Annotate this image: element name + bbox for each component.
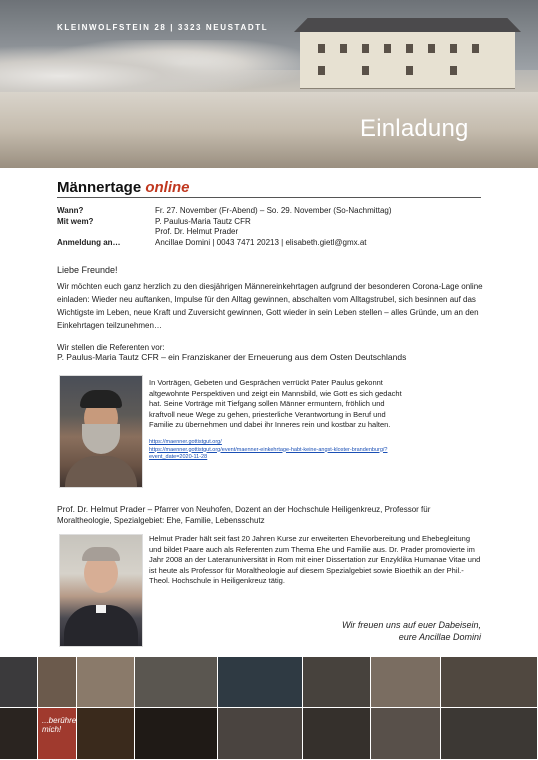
roof	[294, 18, 521, 32]
window	[406, 66, 413, 75]
collage-photo	[218, 708, 303, 760]
event-heading	[57, 179, 190, 196]
referent1-heading	[57, 352, 497, 362]
greeting: Liebe Freunde!	[57, 265, 118, 275]
collage-badge: ...berühre mich!	[38, 708, 77, 760]
collage-photo	[303, 657, 371, 708]
collage-photo	[371, 657, 441, 708]
info-label: Mit wem?	[57, 216, 94, 226]
referent1-name: P. Paulus-Maria Tautz CFR	[57, 352, 159, 362]
window	[362, 44, 369, 53]
info-value: Ancillae Domini | 0043 7471 20213 | elisabeth.gietl@gmx.at	[155, 237, 367, 247]
info-row	[57, 238, 487, 249]
collage-photo	[77, 657, 135, 708]
collage-photo	[0, 657, 38, 708]
frosted-trees	[0, 40, 300, 100]
collage-photo	[135, 657, 218, 708]
event-info	[57, 206, 487, 248]
photo-collage	[0, 657, 538, 760]
referent2-desc: – Pfarrer von Neuhofen, Dozent an der Hochschule Heiligenkreuz, Professor für Moraltheologie, Spezialgebiet: Ehe, Familie, Lebensschutz	[57, 505, 431, 525]
window	[450, 66, 457, 75]
collage-photo	[218, 657, 303, 708]
collage-photo	[135, 708, 218, 760]
collage-photo	[441, 708, 538, 760]
page-title: Einladung	[360, 115, 469, 142]
info-label: Anmeldung an…	[57, 237, 121, 247]
info-row	[57, 217, 487, 228]
collage-photo	[303, 708, 371, 760]
referent1-text: In Vorträgen, Gebeten und Gesprächen verrückt Pater Paulus gekonnt altgewohnte Perspektiven und zeigt ein Mannsbild, wie Gott es sich gedacht hat. Seine Vorträge mit Tiefgang sollen Männer ermuntern, fröhlich und kraftvoll neue Wege zu gehen, priesterliche Verantwortung in Beruf und Familie zu übernehmen und dabei ihr Inneres rein und kostbar zu halten.	[149, 378, 402, 429]
referents-intro: Wir stellen die Referenten vor:	[57, 343, 165, 352]
closing-line1: Wir freuen uns auf euer Dabeisein,	[342, 620, 481, 630]
window	[362, 66, 369, 75]
referent1-photo	[59, 375, 143, 488]
info-label	[57, 227, 155, 238]
window	[472, 44, 479, 53]
heading-rule	[57, 197, 481, 198]
window	[428, 44, 435, 53]
event-heading-accent: online	[145, 179, 190, 196]
cap	[80, 390, 122, 408]
hair	[82, 547, 120, 561]
referent2-text: Helmut Prader hält seit fast 20 Jahren Kurse zur erweiterten Ehevorbereitung und Ehebegleitung und bildet Paare auch als Referenten zum Thema Ehe und Familie aus. Dr. Prader promovierte im Jahr 2008 an der Lateranuniversität in Rom mit einer Dissertation zur Enzyklika Humanae Vitae und ist heute als Professor für Moraltheologie auf diesem Spezialgebiet sowie Bioethik an der Phil.-Theol. Hochschule in Heiligenkreuz tätig.	[149, 534, 481, 585]
info-label: Wann?	[57, 206, 84, 215]
info-value: P. Paulus-Maria Tautz CFR	[155, 216, 251, 226]
info-value: Fr. 27. November (Fr-Abend) – So. 29. November (So-Nachmittag)	[155, 206, 392, 215]
collage-photo	[0, 708, 38, 760]
referent2-heading	[57, 504, 487, 526]
collage-photo	[38, 657, 77, 708]
robe	[65, 456, 137, 487]
info-row	[57, 227, 487, 238]
info-row	[57, 206, 487, 217]
window	[318, 66, 325, 75]
collar	[96, 605, 106, 613]
window	[340, 44, 347, 53]
window	[406, 44, 413, 53]
collage-photo	[77, 708, 135, 760]
link[interactable]: https://maenner.gottistgut.org/	[149, 439, 222, 445]
window	[450, 44, 457, 53]
referent1-desc: – ein Franziskaner der Erneuerung aus dem Osten Deutschlands	[158, 352, 407, 362]
address: KLEINWOLFSTEIN 28 | 3323 NEUSTADTL	[57, 23, 269, 32]
referent2-name: Prof. Dr. Helmut Prader	[57, 504, 146, 514]
collage-photo	[441, 657, 538, 708]
closing	[290, 619, 481, 643]
event-heading-main: Männertage	[57, 179, 142, 196]
closing-line2: eure Ancillae Domini	[398, 632, 481, 642]
link[interactable]: https://maenner.gottistgut.org/event/maenner-einkehrtage-habt-keine-angst-kloster-brandenburg/?event_date=2020-11-28	[149, 446, 388, 460]
monastery-building	[300, 30, 515, 88]
header-photo	[0, 0, 538, 168]
beard	[82, 424, 120, 454]
collage-photo	[371, 708, 441, 760]
referent2-photo	[59, 534, 143, 647]
intro-paragraph: Wir möchten euch ganz herzlich zu den diesjährigen Männereinkehrtagen aufgrund der besonderen Corona-Lage online einladen: Wieder neu auftanken, Impulse für den Alltag gewinnen, abschalten vom Alltagstrubel, sich besinnen auf das Wichtigste im Leben, neue Kraft und Zuversicht gewinnen, Gott wieder in sein Leben stellen – alles Gründe, um an den Einkehrtagen teilzunehmen…	[57, 282, 483, 330]
window	[318, 44, 325, 53]
window	[384, 44, 391, 53]
referent1-links	[149, 439, 419, 462]
info-value: Prof. Dr. Helmut Prader	[155, 227, 239, 236]
